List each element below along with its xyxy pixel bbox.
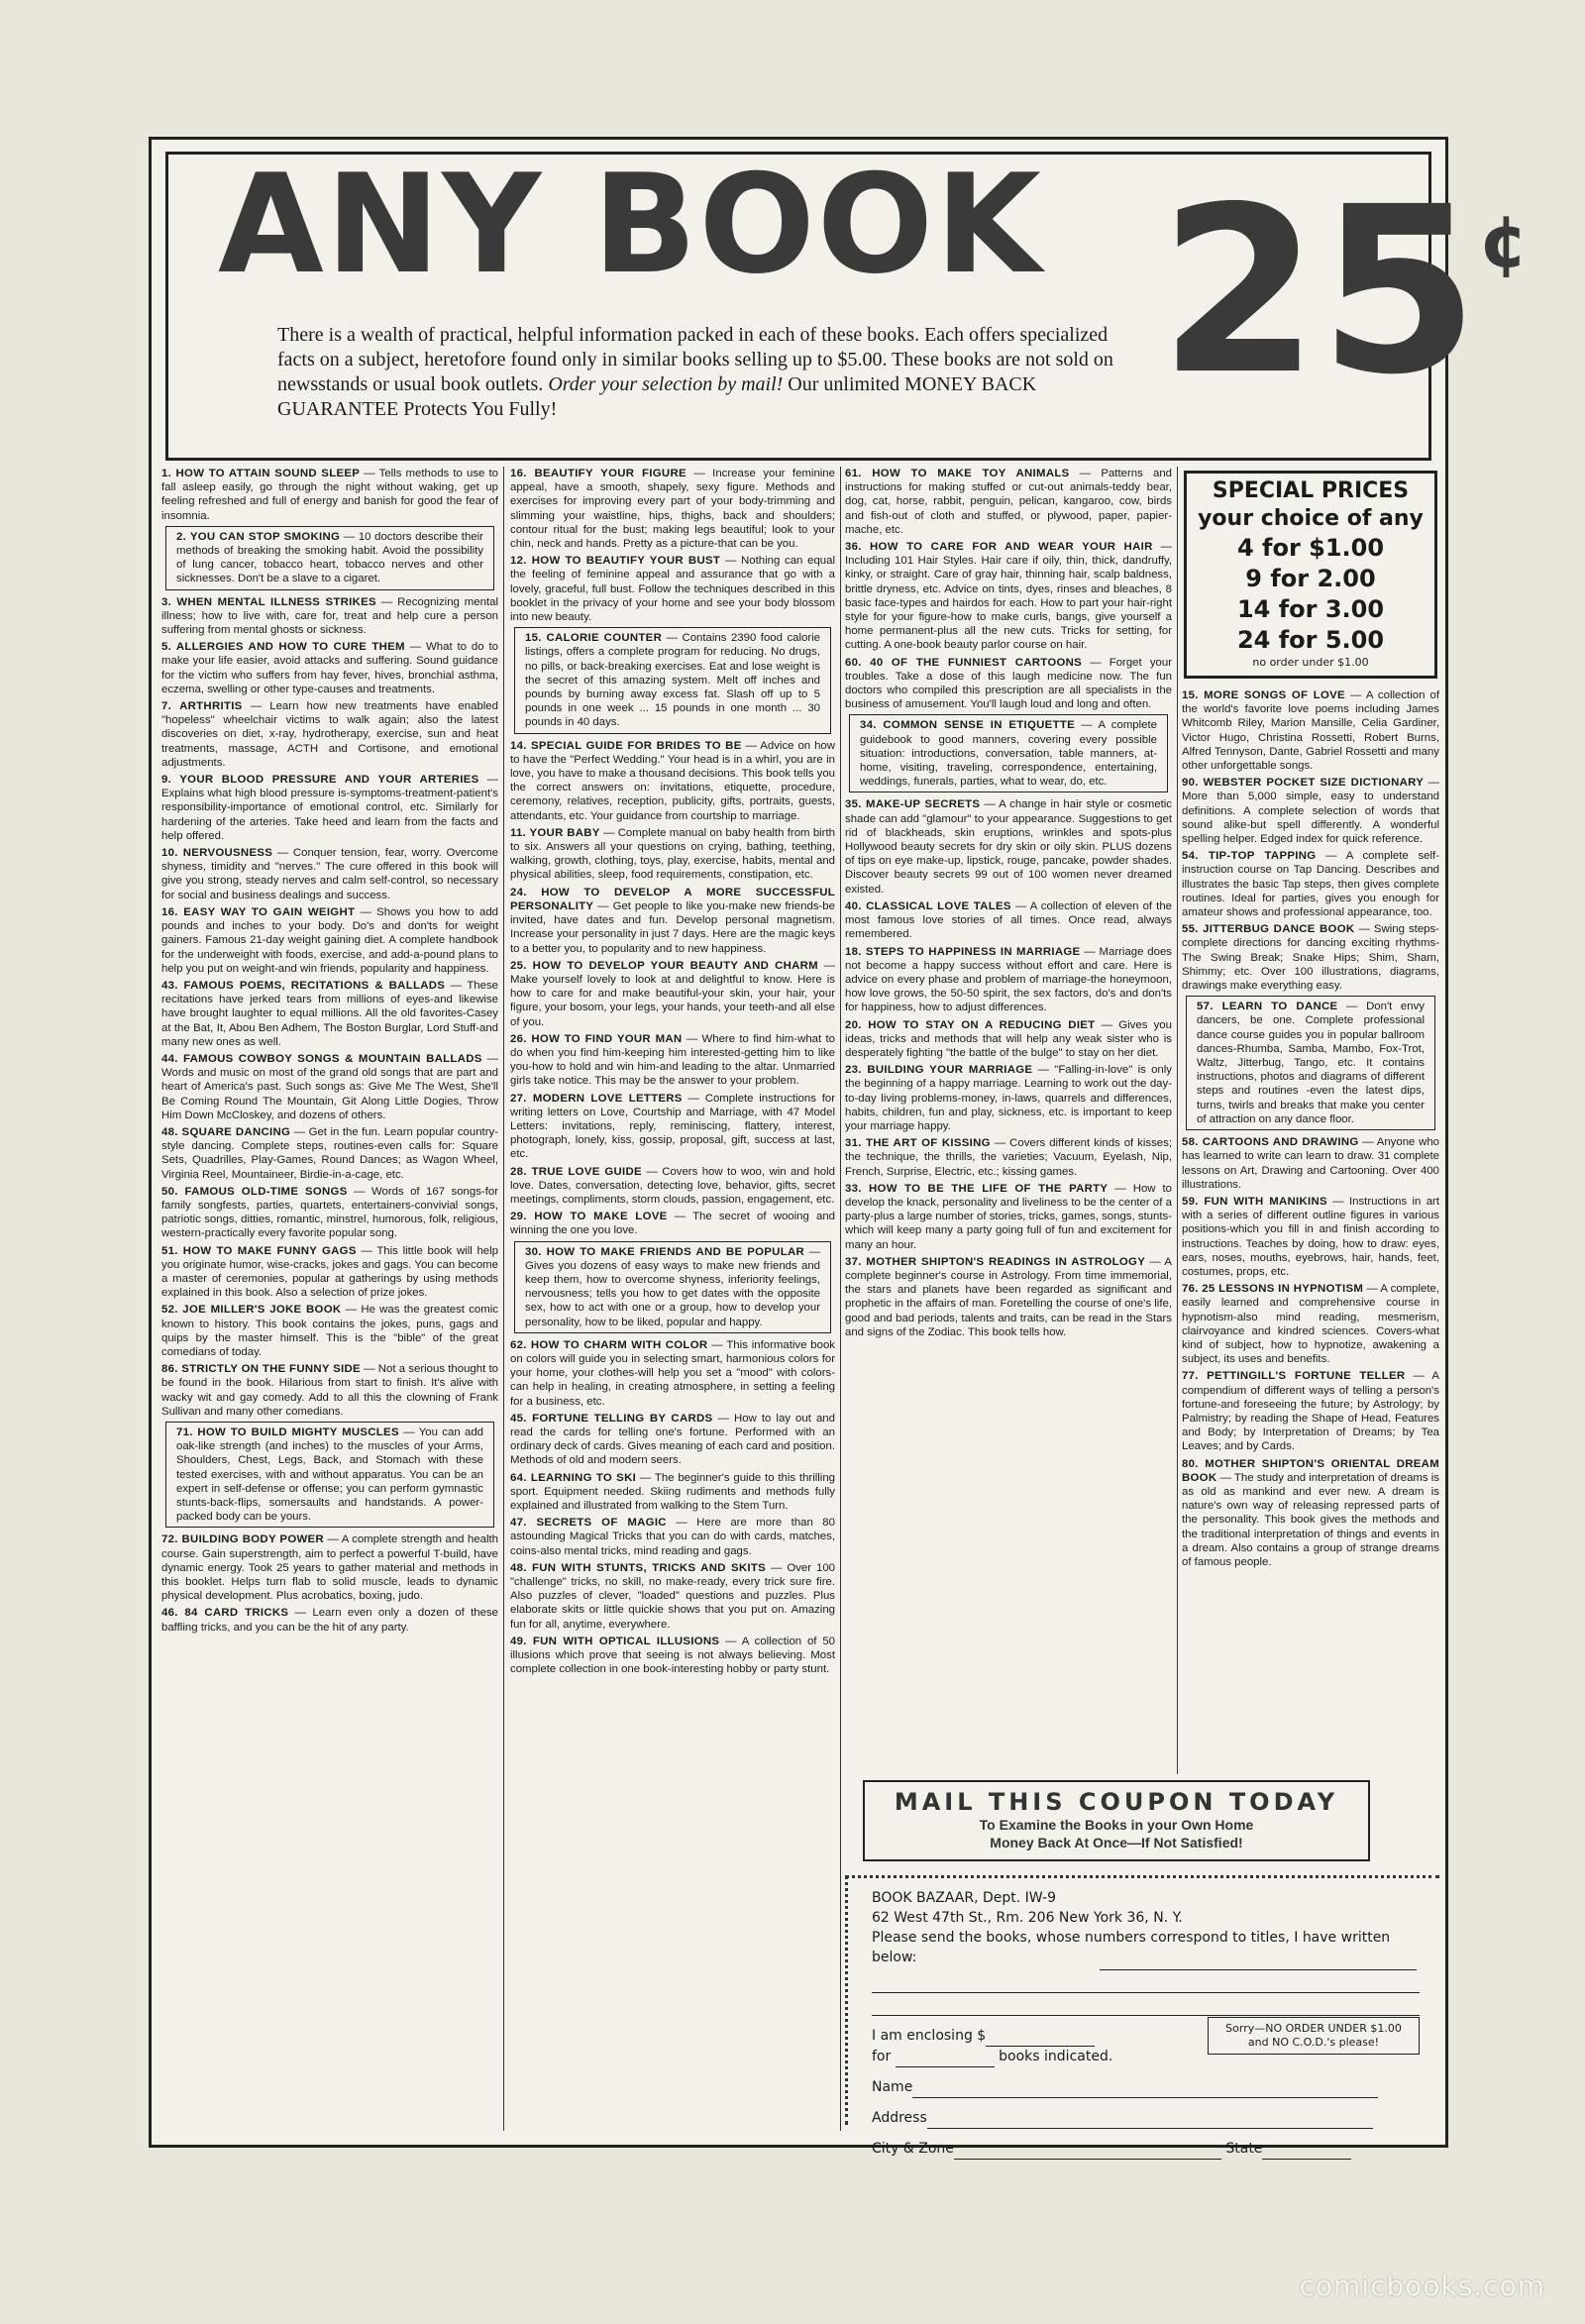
book-listing: 86. STRICTLY ON THE FUNNY SIDE — Not a serious thought to be found in the book. Hilarious from start to finish. It's alive with wacky wit and gay comedy. Add to all this the clowning of Frank Sullivan and many other comedians. bbox=[161, 1363, 498, 1418]
price-unit: ¢ bbox=[1478, 200, 1529, 283]
book-listing: 18. STEPS TO HAPPINESS IN MARRIAGE — Marriage does not become a happy success without effort and care. Here is advice on every phase and problem of marriage-the honeymoon, how love grows, the 50-50 spirit, the sex factors, do's and don'ts for happiness, how to adjust differences. bbox=[845, 945, 1172, 1014]
book-title: 76. 25 LESSONS IN HYPNOTISM bbox=[1182, 1283, 1364, 1296]
book-title: 50. FAMOUS OLD-TIME SONGS bbox=[161, 1185, 348, 1198]
book-description: Marriage does not become a happy success without effort and care. Here is advice on every phase and problem of marriage-the honeymoon, how love grows, the 50-50 spirit, the sex factors, do's and don'ts for happiness, how to adjust differences. bbox=[845, 945, 1172, 1014]
address-label: Address bbox=[872, 2110, 927, 2126]
book-description: Anyone who has learned to write can learn to draw. 31 complete lessons on Art, Drawing and Cartooning. Over 400 illustrations. bbox=[1182, 1136, 1439, 1191]
book-title: 58. CARTOONS AND DRAWING bbox=[1182, 1136, 1359, 1149]
book-title: 12. HOW TO BEAUTIFY YOUR BUST bbox=[510, 555, 721, 568]
book-listing: 44. FAMOUS COWBOY SONGS & MOUNTAIN BALLADS — Words and music on most of the grand old songs that are part and heart of America's past. Such songs as: Give Me The West, She'll Be Coming Round The Mountain, Git Along Little Dogies, Throw Him Down McCloskey, and dozens of others. bbox=[161, 1052, 498, 1121]
book-title: 52. JOE MILLER'S JOKE BOOK bbox=[161, 1304, 342, 1317]
book-listing: 1. HOW TO ATTAIN SOUND SLEEP — Tells methods to use to fall asleep easily, go through the night without waking, get up feeling refreshed and full of energy and banish for good the fear of insomnia. bbox=[161, 468, 498, 522]
book-description: Learn how new treatments have enabled "hopeless" wheelchair victims to walk again; also the latest discoveries on diet, x-ray, hydrotherapy, exercise, sun and heat treatments, massage, ACTH and Cortisone, and emotional adjustments. bbox=[161, 700, 498, 769]
book-listing: 14. SPECIAL GUIDE FOR BRIDES TO BE — Advice on how to have the "Perfect Wedding." Your head is in a whirl, you are in love, you have to make a thousand decisions. This book tells you the correct answers on: invitations, etiquette, procedure, ceremony, relatives, reception, publicity, gifts, portraits, guests, attendants, etc. Your guidance from courtship to marriage. bbox=[510, 739, 835, 822]
book-listing: 11. YOUR BABY — Complete manual on baby health from birth to six. Answers all your questions on crying, bathing, teething, walking, growth, clothing, toys, play, exercise, habits, mental and physical abilities, sleep, food requirements, constipation, etc. bbox=[510, 826, 835, 882]
book-listing: 30. HOW TO MAKE FRIENDS AND BE POPULAR — Gives you dozens of easy ways to make new friends and keep them, how to overcome shyness, inferiority feelings, nervousness; tells you how to get dates with the opposite sex, how to act with one or a group, how to develop your personality, how to be liked, popular and happy. bbox=[514, 1241, 831, 1333]
book-listing: 23. BUILDING YOUR MARRIAGE — "Falling-in-love" is only the beginning of a happy marriage. Learning to work out the day-to-day living problems-money, in-laws, quarrels and differences, habits, children, fun and play, sickness, etc. is important to keep your marriage happy. bbox=[845, 1064, 1172, 1132]
book-listing: 7. ARTHRITIS — Learn how new treatments have enabled "hopeless" wheelchair victims to walk again; also the latest discoveries on diet, x-ray, hydrotherapy, exercise, sun and heat treatments, massage, ACTH and Cortisone, and emotional adjustments. bbox=[161, 700, 498, 769]
book-listing: 3. WHEN MENTAL ILLNESS STRIKES — Recognizing mental illness; how to live with, care for, treat and help cure a person suffering from mental ghosts or sickness. bbox=[161, 595, 498, 637]
address-row bbox=[872, 2108, 1429, 2129]
special-prices-subtitle: your choice of any bbox=[1198, 506, 1424, 531]
book-description: Instructions in art with a series of different outline figures in various positions-which you fill in and finish according to instructions. Teaches by doing, how to draw: eyes, ears, noses, mouths, eyebrows, hair, hands, feet, costumes, props, etc. bbox=[1182, 1195, 1439, 1278]
book-title: 72. BUILDING BODY POWER bbox=[161, 1533, 324, 1546]
book-column-3 bbox=[845, 467, 1172, 1774]
book-numbers-line[interactable] bbox=[872, 1970, 1420, 1993]
book-list-4 bbox=[1182, 688, 1439, 1569]
book-description: Advice on how to have the "Perfect Wedding." Your head is in a whirl, you are in love, you have to make a thousand decisions. This book tells you the correct answers on: invitations, etiquette, procedure, ceremony, relatives, reception, publicity, gifts, portraits, guests, attendants, etc. Your guidance from courtship to marriage. bbox=[510, 739, 835, 822]
book-title: 30. HOW TO MAKE FRIENDS AND BE POPULAR bbox=[525, 1245, 805, 1258]
book-title: 9. YOUR BLOOD PRESSURE AND YOUR ARTERIES bbox=[161, 774, 479, 787]
book-description: Patterns and instructions for making stuffed or cut-out animals-teddy bear, dog, cat, horse, rabbit, penguin, pelican, kangaroo, cow, birds and fish-out of cloth and stuffed, or plywood, paper, papier-mache, etc. bbox=[845, 468, 1172, 536]
book-description: Not a serious thought to be found in the book. Hilarious from start to finish. It's alive with wacky wit and gay comedy. Add to all this the clowning of Frank Sullivan and many other comedians. bbox=[161, 1363, 498, 1418]
book-title: 77. PETTINGILL'S FORTUNE TELLER bbox=[1182, 1370, 1406, 1383]
book-listing: 61. HOW TO MAKE TOY ANIMALS — Patterns and instructions for making stuffed or cut-out animals-teddy bear, dog, cat, horse, rabbit, penguin, pelican, kangaroo, cow, birds and fish-out of cloth and stuffed, or plywood, paper, papier-mache, etc. bbox=[845, 468, 1172, 536]
price bbox=[1159, 158, 1529, 425]
book-title: 25. HOW TO DEVELOP YOUR BEAUTY AND CHARM bbox=[510, 959, 818, 972]
book-description: Gives you ideas, tricks and methods that will help any weak sister who is desperately fighting "the battle of the bulge" to stay on her diet. bbox=[845, 1018, 1172, 1059]
book-description: Complete instructions for writing letters on Love, Courtship and Marriage, with 47 Model Letters: invitations, reply, reminiscing, flattery, interest, photograph, lonely, kiss, gossip, proposal, gift, success at last, etc. bbox=[510, 1092, 835, 1161]
headline: ANY BOOK bbox=[218, 145, 1044, 304]
book-description: A complete beginner's course in Astrology. From time immemorial, the stars and planets have been regarded as significant and prophetic in the affairs of man. Foretelling the course of one's life, good and bad periods, talents and traits, can be read in the Stars and signs of the Zodiac. This book tells how. bbox=[845, 1255, 1172, 1338]
coupon-subline-1: To Examine the Books in your Own Home bbox=[979, 1817, 1254, 1833]
price-row: 14 for 3.00 bbox=[1236, 595, 1385, 623]
book-listing: 62. HOW TO CHARM WITH COLOR — This informative book on colors will guide you in selecting smart, harmonious colors for your home, your clothes-will help you set a "mood" with colors-can help in healing, in creating atmosphere, in setting a feeling for a business, etc. bbox=[510, 1338, 835, 1408]
book-title: 1. HOW TO ATTAIN SOUND SLEEP bbox=[161, 468, 361, 479]
intro-text bbox=[277, 323, 1149, 422]
book-listing: 50. FAMOUS OLD-TIME SONGS — Words of 167 songs-for family songfests, parties, quartets, entertainers-convivial songs, patriotic songs, ditties, romantic, minstrel, humorous, folk, religious, western-practically every favorite popular song. bbox=[161, 1185, 498, 1240]
book-listing: 20. HOW TO STAY ON A REDUCING DIET — Gives you ideas, tricks and methods that will help any weak sister who is desperately fighting "the battle of the bulge" to stay on her diet. bbox=[845, 1018, 1172, 1059]
name-field[interactable] bbox=[912, 2077, 1378, 2098]
book-listing: 33. HOW TO BE THE LIFE OF THE PARTY — How to develop the knack, personality and liveliness to be the center of a party-plus a large number of stories, tricks, games, songs, stunts-which will keep many a party going full of fun and excitement for many an hour. bbox=[845, 1182, 1172, 1251]
book-listing: 72. BUILDING BODY POWER — A complete strength and health course. Gain superstrength, aim to perfect a powerful T-build, have dynamic energy. Took 25 years to gather material and methods in this booklet. Helps turn flab to solid muscle, leads to dynamic physical development. Plus acrobatics, boxing, judo. bbox=[161, 1533, 498, 1603]
book-description: Recognizing mental illness; how to live with, care for, treat and help cure a person suffering from mental ghosts or sickness. bbox=[161, 595, 498, 637]
book-title: 51. HOW TO MAKE FUNNY GAGS bbox=[161, 1244, 357, 1257]
book-description: A compendium of different ways of telling a person's fortune-and foreseeing the future; by Astrology; by Palmistry; by reading the Shape of Head, Features and Body; by Interpretation of Dreams; by Tea Leaves; and by Cards. bbox=[1182, 1370, 1439, 1453]
intro-sentence-1: There is a wealth of practical, helpful information packed in each of these books. Each offers specialized facts on a subject, heretofore found only in similar books selling up to $5.00. These books are not sold on newsstands or usual book outlets. bbox=[277, 324, 1113, 395]
book-description: Over 100 "challenge" tricks, no skill, no make-ready, every trick sure fire. Also puzzles of clever, "loaded" questions and puzzles. Plus elaborate skits or little quickie shows that you put on. Amazing fun for all, anytime, everywhere. bbox=[510, 1561, 835, 1631]
book-title: 15. CALORIE COUNTER bbox=[525, 632, 663, 645]
book-title: 35. MAKE-UP SECRETS bbox=[845, 798, 981, 811]
book-description: A collection of 50 illusions which prove that seeing is not always believing. Most complete collection in one book-interesting hobby or party stunt. bbox=[510, 1635, 835, 1676]
book-title: 27. MODERN LOVE LETTERS bbox=[510, 1092, 683, 1105]
advertisement-page bbox=[149, 137, 1529, 2157]
price-row: 9 for 2.00 bbox=[1245, 565, 1376, 592]
book-listing: 46. 84 CARD TRICKS — Learn even only a dozen of these baffling tricks, and you can be the hit of any party. bbox=[161, 1607, 498, 1634]
coupon-header bbox=[863, 1780, 1370, 1861]
book-title: 86. STRICTLY ON THE FUNNY SIDE bbox=[161, 1363, 361, 1376]
price-row: 24 for 5.00 bbox=[1236, 626, 1385, 654]
book-listing: 77. PETTINGILL'S FORTUNE TELLER — A compendium of different ways of telling a person's fortune-and foreseeing the future; by Astrology; by Palmistry; by reading the Shape of Head, Features and Body; by Interpretation of Dreams; by Tea Leaves; and by Cards. bbox=[1182, 1370, 1439, 1453]
order-coupon bbox=[845, 1780, 1439, 2157]
book-title: 46. 84 CARD TRICKS bbox=[161, 1607, 289, 1620]
book-description: A collection of the world's favorite love poems including James Whitcomb Riley, Marion Mansille, Celia Gardiner, Victor Hugo, Christina Rossetti, Robert Burns, Alfred Tennyson, Dante, Gabriel Rossetti and many other unforgettable songs. bbox=[1182, 689, 1439, 773]
city-field[interactable] bbox=[954, 2139, 1221, 2160]
book-title: 37. MOTHER SHIPTON'S READINGS IN ASTROLOGY bbox=[845, 1255, 1146, 1268]
book-description: This little book will help you originate humor, wise-cracks, jokes and gags. You can become a master of ceremonies, popular at gatherings by using methods explained in this book. Also a selection of prize jokes. bbox=[161, 1244, 498, 1300]
book-description: This informative book on colors will guide you in selecting smart, harmonious colors for your home, your clothes-will help you set a "mood" with colors-can help in healing, in creating atmosphere, in setting a feeling for a business, etc. bbox=[510, 1338, 835, 1408]
book-listing: 16. BEAUTIFY YOUR FIGURE — Increase your feminine appeal, have a smooth, shapely, sexy figure. Methods and exercises for improving every part of your body-trimming and slimming your waistline, hips, thighs, back and shoulders; contour ritual for the bust; making legs beautiful; look to your chin, neck and hands. Pretty as a picture-that can be you. bbox=[510, 468, 835, 551]
book-title: 47. SECRETS OF MAGIC bbox=[510, 1517, 667, 1530]
book-listing: 43. FAMOUS POEMS, RECITATIONS & BALLADS — These recitations have jerked tears from millions of eyes-and likewise have brought laughter to equal millions. All the old favorites-Casey at the Bat, It, Abou Ben Adhem, The Boston Burglar, Lord Stuff-and many new ones as well. bbox=[161, 979, 498, 1048]
book-title: 59. FUN WITH MANIKINS bbox=[1182, 1195, 1327, 1208]
book-description: You can add oak-like strength (and inches) to the muscles of your Arms, Shoulders, Chest, Legs, Back, and Stomach with these tested exercises, with and without apparatus. You can be an expert in self-defense or offense; you can perform gymnastic stunts-back-flips, somersaults and handstands. A power-packed body can be yours. bbox=[176, 1426, 484, 1524]
book-title: 10. NERVOUSNESS bbox=[161, 847, 273, 860]
book-description: Including 101 Hair Styles. Hair care if oily, thin, thick, dandruffy, kinky, or straight. Care of gray hair, thinning hair, scalp baldness, brittle dryness, etc. Advice on tints, dyes, rinses and bleaches, 8 basic face-types and hairdos for each. How to part your hair-right style for your figure-how to make curls, bangs, give yourself a home permanent-plus all the new cuts. Tricks for setting, for cutting. A one-book beauty parlor course on hair. bbox=[845, 555, 1172, 652]
column-divider bbox=[1177, 467, 1178, 1774]
book-description: More than 5,000 simple, easy to understand definitions. A complete selection of words that sound alike-but spell differently. A wonderful spelling helper. Edged index for quick reference. bbox=[1182, 791, 1439, 846]
special-prices-box bbox=[1184, 471, 1437, 679]
coupon-subline-2: Money Back At Once—If Not Satisfied! bbox=[990, 1835, 1243, 1850]
book-listing: 71. HOW TO BUILD MIGHTY MUSCLES — You can add oak-like strength (and inches) to the muscles of your Arms, Shoulders, Chest, Legs, Back, and Stomach with these tested exercises, with and without apparatus. You can be an expert in self-defense or offense; you can perform gymnastic stunts-back-flips, somersaults and handstands. A power-packed body can be yours. bbox=[165, 1422, 494, 1528]
order-instructions: Please send the books, whose numbers correspond to titles, I have written below: bbox=[872, 1930, 1391, 1965]
book-description: These recitations have jerked tears from millions of eyes-and likewise have brought laughter to equal millions. All the old favorites-Casey at the Bat, It, Abou Ben Adhem, The Boston Burglar, Lord Stuff-and many new ones as well. bbox=[161, 979, 498, 1048]
book-description: A complete, easily learned and comprehensive course in hypnotism-also mind reading, mesmerism, clairvoyance and kindred sciences. Covers-what kind of subject, how to hypnotize, awakening a subject, its uses and benefits. bbox=[1182, 1283, 1439, 1366]
book-title: 11. YOUR BABY bbox=[510, 826, 600, 839]
price-amount: 25 bbox=[1159, 158, 1479, 425]
book-description: Explains what high blood pressure is-symptoms-treatment-patient's responsibility-importance of emotional control, etc. Similarly for hardening of the arteries. Take heed and learn from the facts and help offered. bbox=[161, 788, 498, 842]
book-listing: 40. CLASSICAL LOVE TALES — A collection of eleven of the most famous love stories of all times. Once read, always remembered. bbox=[845, 899, 1172, 941]
book-description: Words and music on most of the grand old songs that are part and heart of America's past. Such songs as: Give Me The West, She'll Be Coming Round The Mountain, Git Along Little Dogies, Throw Him Down McCloskey, and dozens of others. bbox=[161, 1067, 498, 1121]
book-title: 55. JITTERBUG DANCE BOOK bbox=[1182, 923, 1355, 936]
book-description: Don't envy dancers, be one. Complete professional dance course guides you in popular ballroom dances-Rhumba, Samba, Mambo, Fox-Trot, Waltz, Jitterbug, Tango, etc. It contains instructions, photos and diagrams of different steps and routines -even the latest dips, turns, twirls and breaks that make you center of attraction on any dance floor. bbox=[1197, 1001, 1425, 1125]
book-title: 23. BUILDING YOUR MARRIAGE bbox=[845, 1064, 1033, 1077]
book-listing: 80. MOTHER SHIPTON'S ORIENTAL DREAM BOOK — The study and interpretation of dreams is as old as mankind and ever new. A dream is nature's own way of releasing repressed parts of the personality. This book gives the methods and the traditional interpretation of things and events in a dream. Also contains a group of strange dreams of famous people. bbox=[1182, 1457, 1439, 1568]
company-address: 62 West 47th St., Rm. 206 New York 36, N. Y. bbox=[872, 1910, 1183, 1926]
book-description: The study and interpretation of dreams is as old as mankind and ever new. A dream is nature's own way of releasing repressed parts of the personality. This book gives the methods and the traditional interpretation of things and events in a dream. Also contains a group of strange dreams of famous people. bbox=[1182, 1471, 1439, 1568]
book-description: A complete self-instruction course on Tap Dancing. Describes and illustrates the basic Tap steps, then gives complete routines. Ideal for parties, gives you enough for amateur shows and professional appearance, too. bbox=[1182, 850, 1439, 919]
book-listing: 54. TIP-TOP TAPPING — A complete self-instruction course on Tap Dancing. Describes and illustrates the basic Tap steps, then gives complete routines. Ideal for parties, gives you enough for amateur shows and professional appearance, too. bbox=[1182, 850, 1439, 919]
book-title: 40. CLASSICAL LOVE TALES bbox=[845, 899, 1011, 912]
book-description: He was the greatest comic known to history. This book contains the jokes, puns, gags and quips by the master himself. This is the "bible" of the great comedians of today. bbox=[161, 1304, 498, 1358]
book-title: 49. FUN WITH OPTICAL ILLUSIONS bbox=[510, 1635, 720, 1647]
book-title: 61. HOW TO MAKE TOY ANIMALS bbox=[845, 468, 1070, 479]
book-title: 14. SPECIAL GUIDE FOR BRIDES TO BE bbox=[510, 739, 742, 752]
book-title: 60. 40 OF THE FUNNIEST CARTOONS bbox=[845, 656, 1083, 669]
book-title: 90. WEBSTER POCKET SIZE DICTIONARY bbox=[1182, 777, 1425, 790]
watermark: comicbooks.com bbox=[1299, 2270, 1545, 2302]
book-title: 31. THE ART OF KISSING bbox=[845, 1137, 991, 1150]
book-column-4 bbox=[1182, 467, 1439, 1774]
name-label: Name bbox=[872, 2079, 913, 2095]
book-title: 44. FAMOUS COWBOY SONGS & MOUNTAIN BALLADS bbox=[161, 1052, 482, 1065]
book-description: A change in hair style or cosmetic shade can add "glamour" to your appearance. Suggestions to get rid of blackheads, skin eruptions, wrinkles and spots-plus Hollywood beauty secrets for dry skin or oily skin. PLUS dozens of tips on eye make-up, lipstick, rouge, pancake, powder shades. Discover beauty secrets 99 out of 100 women never dreamed existed. bbox=[845, 798, 1172, 896]
book-listing: 31. THE ART OF KISSING — Covers different kinds of kisses; the technique, the thrills, the varieties; Vacuum, Eyelash, Nip, French, Surprise, Electric, etc.; kissing games. bbox=[845, 1137, 1172, 1178]
book-listing: 64. LEARNING TO SKI — The beginner's guide to this thrilling sport. Equipment needed. Skiing rudiments and methods fully explained and illustrated from walking to the Stem Turn. bbox=[510, 1471, 835, 1513]
book-listing: 5. ALLERGIES AND HOW TO CURE THEM — What to do to make your life easier, avoid attacks and suffering. Sound guidance for the victim who suffers from hay fever, hives, bronchial asthma, eczema, swelling or other type-causes and treatments. bbox=[161, 641, 498, 695]
header-box bbox=[165, 145, 1529, 461]
book-description: Covers how to woo, win and hold love. Dates, conversation, detecting love, behavior, gifts, secret meetings, compliments, storm clouds, passion, engagement, etc. bbox=[510, 1165, 835, 1206]
book-listing: 51. HOW TO MAKE FUNNY GAGS — This little book will help you originate humor, wise-cracks, jokes and gags. You can become a master of ceremonies, popular at gatherings by using methods explained in this book. Also a selection of prize jokes. bbox=[161, 1244, 498, 1300]
for-label: for bbox=[872, 2049, 892, 2064]
book-title: 33. HOW TO BE THE LIFE OF THE PARTY bbox=[845, 1182, 1109, 1195]
book-listing: 15. CALORIE COUNTER — Contains 2390 food calorie listings, offers a complete program for reducing. No drugs, no pills, or back-breaking exercises. Eat and lose weight is the secret of this amazing system. Melt off inches and pounds by burning away excess fat. Slash off up to 5 pounds in one week ... 15 pounds in one month ... 30 pounds in 40 days. bbox=[514, 627, 831, 733]
special-prices-title: SPECIAL PRICES bbox=[1212, 478, 1410, 503]
book-description: How to develop the knack, personality and liveliness to be the center of a party-plus a large number of stories, tricks, games, songs, stunts-which will keep many a party going full of fun and excitement for many an hour. bbox=[845, 1182, 1172, 1251]
book-description: Make yourself lovely to look at and delightful to know. Here is how to care for and make beautiful-your skin, your hair, your figure, your bosom, your legs, your hands, your teeth-and all else of you. bbox=[510, 973, 835, 1028]
book-title: 80. MOTHER SHIPTON'S ORIENTAL DREAM BOOK bbox=[1182, 1457, 1439, 1484]
coupon-form bbox=[845, 1875, 1439, 2157]
book-title: 15. MORE SONGS OF LOVE bbox=[1182, 689, 1345, 701]
book-listing: 36. HOW TO CARE FOR AND WEAR YOUR HAIR — Including 101 Hair Styles. Hair care if oily, thin, thick, dandruffy, kinky, or straight. Care of gray hair, thinning hair, scalp baldness, brittle dryness, etc. Advice on tints, dyes, rinses and bleaches, 8 basic face-types and hairdos for each. How to part your hair-right style for your figure-how to make curls, bangs, give yourself a home permanent-plus all the new cuts. Tricks for setting, for cutting. A one-book beauty parlor course on hair. bbox=[845, 541, 1172, 652]
book-title: 48. SQUARE DANCING bbox=[161, 1125, 291, 1138]
enclosing-label: I am enclosing $ bbox=[872, 2028, 987, 2044]
book-description: The secret of wooing and winning the one you love. bbox=[510, 1211, 835, 1237]
book-title: 26. HOW TO FIND YOUR MAN bbox=[510, 1032, 683, 1045]
book-listing: 47. SECRETS OF MAGIC — Here are more than 80 astounding Magical Tricks that you can do with cards, matches, coins-also mental tricks, mind reading and gags. bbox=[510, 1517, 835, 1557]
book-listing: 90. WEBSTER POCKET SIZE DICTIONARY — More than 5,000 simple, easy to understand definitions. A complete selection of words that sound alike-but spell differently. A wonderful spelling helper. Edged index for quick reference. bbox=[1182, 777, 1439, 846]
book-listing: 58. CARTOONS AND DRAWING — Anyone who has learned to write can learn to draw. 31 complete lessons on Art, Drawing and Cartooning. Over 400 illustrations. bbox=[1182, 1136, 1439, 1191]
book-title: 7. ARTHRITIS bbox=[161, 700, 243, 713]
book-description: Where to find him-what to do when you find him-keeping him interested-getting him to like you-how to hold and win him-and leading to the altar. Unmarried girls take notice. This may be the answer to your problem. bbox=[510, 1032, 835, 1088]
book-title: 18. STEPS TO HAPPINESS IN MARRIAGE bbox=[845, 945, 1081, 958]
address-field[interactable] bbox=[927, 2108, 1373, 2129]
book-listing: 27. MODERN LOVE LETTERS — Complete instructions for writing letters on Love, Courtship and Marriage, with 47 Model Letters: invitations, reply, reminiscing, flattery, interest, photograph, lonely, kiss, gossip, proposal, gift, success at last, etc. bbox=[510, 1092, 835, 1161]
state-label: State bbox=[1225, 2141, 1263, 2157]
book-listing: 16. EASY WAY TO GAIN WEIGHT — Shows you how to add pounds and inches to your body. Do's and don'ts for weight gainers. Famous 21-day weight gaining diet. A complete handbook for the underweight with foods, exercise, and add-a-pound plans to help you put on weight-and win friends, popularity and happiness. bbox=[161, 905, 498, 975]
book-description: Get people to like you-make new friends-be invited, have dates and fun. Develop personal magnetism. Increase your personality in just 7 days. Here are the magic keys to a better you, to popularity and to new happiness. bbox=[510, 899, 835, 955]
book-listing: 24. HOW TO DEVELOP A MORE SUCCESSFUL PERSONALITY — Get people to like you-make new friends-be invited, have dates and fun. Develop personal magnetism. Increase your personality in just 7 days. Here are the magic keys to a better you, to popularity and to new happiness. bbox=[510, 886, 835, 955]
column-divider bbox=[840, 467, 841, 2131]
book-description: Contains 2390 food calorie listings, offers a complete program for reducing. No drugs, no pills, or back-breaking exercises. Eat and lose weight is the secret of this amazing system. Melt off inches and pounds by burning away excess fat. Slash off up to 5 pounds in one week ... 15 pounds in one month ... 30 pounds in 40 days. bbox=[525, 632, 820, 729]
minimum-order-note: no order under $1.00 bbox=[1252, 656, 1369, 669]
book-listing: 52. JOE MILLER'S JOKE BOOK — He was the greatest comic known to history. This book contains the jokes, puns, gags and quips by the master himself. This is the "bible" of the great comedians of today. bbox=[161, 1304, 498, 1358]
book-description: Tells methods to use to fall asleep easily, go through the night without waking, get up feeling refreshed and full of energy and banish for good the fear of insomnia. bbox=[161, 468, 498, 522]
book-description: Swing steps-complete directions for dancing exciting rhythms-The Swing Break; Snake Hips; Shim, Sham, Shimmy; etc. Over 100 illustrations, diagrams, drawings make everything easy. bbox=[1182, 923, 1439, 993]
book-title: 5. ALLERGIES AND HOW TO CURE THEM bbox=[161, 641, 405, 654]
book-description: Gives you dozens of easy ways to make new friends and keep them, how to overcome shyness, inferiority feelings, nervousness; tells you how to get dates with the opposite sex, how to act with one or a group, how to develop your personality, how to be liked, popular and happy. bbox=[525, 1259, 820, 1328]
book-listing: 29. HOW TO MAKE LOVE — The secret of wooing and winning the one you love. bbox=[510, 1211, 835, 1237]
book-title: 43. FAMOUS POEMS, RECITATIONS & BALLADS bbox=[161, 979, 446, 992]
book-description: What to do to make your life easier, avoid attacks and suffering. Sound guidance for the victim who suffers from hay fever, hives, bronchial asthma, eczema, swelling or other type-causes and treatments. bbox=[161, 641, 498, 695]
book-description: "Falling-in-love" is only the beginning of a happy marriage. Learning to work out the day-to-day living problems-money, in-laws, quarrels and differences, habits, children, fun and play, sickness, etc. is important to keep your marriage happy. bbox=[845, 1064, 1172, 1132]
amount-field[interactable] bbox=[986, 2026, 1095, 2047]
book-description: Conquer tension, fear, worry. Overcome shyness, timidity and "nerves." The cure offered in this book will give you strong, steady nerves and calm self-control, so necessary for social and business dealings and success. bbox=[161, 847, 498, 901]
book-description: Covers different kinds of kisses; the technique, the thrills, the varieties; Vacuum, Eyelash, Nip, French, Surprise, Electric, etc.; kissing games. bbox=[845, 1137, 1172, 1178]
book-title: 28. TRUE LOVE GUIDE bbox=[510, 1165, 642, 1178]
name-row bbox=[872, 2077, 1429, 2098]
book-description: The beginner's guide to this thrilling sport. Equipment needed. Skiing rudiments and methods fully explained and illustrated from walking to the Stem Turn. bbox=[510, 1471, 835, 1513]
book-title: 48. FUN WITH STUNTS, TRICKS AND SKITS bbox=[510, 1561, 767, 1574]
book-listing: 35. MAKE-UP SECRETS — A change in hair style or cosmetic shade can add "glamour" to your appearance. Suggestions to get rid of blackheads, skin eruptions, wrinkles and spots-plus Hollywood beauty secrets for dry skin or oily skin. PLUS dozens of tips on eye make-up, lipstick, rouge, pancake, powder shades. Discover beauty secrets 99 out of 100 women never dreamed existed. bbox=[845, 798, 1172, 896]
book-description: How to lay out and read the cards for telling one's fortune. Performed with an ordinary deck of cards. Gives meaning of each card and position. Methods of old and modern seers. bbox=[510, 1412, 835, 1467]
book-listing: 59. FUN WITH MANIKINS — Instructions in art with a series of different outline figures in various positions-which you fill in and finish according to instructions. Teaches by doing, how to draw: eyes, ears, noses, mouths, eyebrows, hair, hands, feet, costumes, props, etc. bbox=[1182, 1195, 1439, 1278]
book-numbers-line[interactable] bbox=[872, 1993, 1420, 2016]
book-title: 71. HOW TO BUILD MIGHTY MUSCLES bbox=[176, 1426, 399, 1438]
book-description: A complete guidebook to good manners, covering every possible situation: introductions, conversation, table manners, at-home, visiting, traveling, correspondence, entertaining, weddings, funerals, parties, what to wear, do, etc. bbox=[860, 719, 1158, 789]
book-listing: 57. LEARN TO DANCE — Don't envy dancers, be one. Complete professional dance course guides you in popular ballroom dances-Rhumba, Samba, Mambo, Fox-Trot, Waltz, Jitterbug, Tango, etc. It contains instructions, photos and diagrams of different steps and routines -even the latest dips, turns, twirls and breaks that make you center of attraction on any dance floor. bbox=[1186, 996, 1435, 1130]
book-listing: 28. TRUE LOVE GUIDE — Covers how to woo, win and hold love. Dates, conversation, detecting love, behavior, gifts, secret meetings, compliments, storm clouds, passion, engagement, etc. bbox=[510, 1165, 835, 1206]
book-description: Shows you how to add pounds and inches to your body. Do's and don'ts for weight gainers. Famous 21-day weight gaining diet. A complete handbook for the underweight with foods, exercise, and add-a-pound plans to help you put on weight-and win friends, popularity and happiness. bbox=[161, 905, 498, 975]
book-title: 57. LEARN TO DANCE bbox=[1197, 1001, 1338, 1013]
book-numbers-line[interactable] bbox=[1100, 1948, 1417, 1970]
book-listing: 34. COMMON SENSE IN ETIQUETTE — A complete guidebook to good manners, covering every possible situation: introductions, conversation, table manners, at-home, visiting, traveling, correspondence, entertaining, weddings, funerals, parties, what to wear, do, etc. bbox=[849, 714, 1168, 792]
book-listing: 60. 40 OF THE FUNNIEST CARTOONS — Forget your troubles. Take a dose of this laugh medicine now. The fun doctors who compiled this prescription are all specialists in the business of amusement. You'll laugh loud and long and often. bbox=[845, 656, 1172, 711]
book-description: A collection of eleven of the most famous love stories of all times. Once read, always remembered. bbox=[845, 899, 1172, 941]
book-listing: 48. SQUARE DANCING — Get in the fun. Learn popular country-style dancing. Complete steps, routines-even calls for: Square Sets, Quadrilles, Play-Games, Round Dances; as Wagon Wheel, Virginia Reel, Mountaineer, Birdie-in-a-cage, etc. bbox=[161, 1125, 498, 1181]
book-listing: 76. 25 LESSONS IN HYPNOTISM — A complete, easily learned and comprehensive course in hypnotism-also mind reading, mesmerism, clairvoyance and kindred sciences. Covers-what kind of subject, how to hypnotize, awakening a subject, its uses and benefits. bbox=[1182, 1283, 1439, 1366]
book-description: 10 doctors describe their methods of breaking the smoking habit. Avoid the possibility of lung cancer, tobacco heart, tobacco nerves and other sicknesses. Don't be a slave to a cigaret. bbox=[176, 530, 483, 585]
city-label: City & Zone bbox=[872, 2141, 954, 2157]
book-description: Words of 167 songs-for family songfests, parties, quartets, entertainers-convivial songs, patriotic songs, ditties, romantic, minstrel, humorous, folk, religious, western-practically every favorite popular song. bbox=[161, 1185, 498, 1240]
book-listing: 37. MOTHER SHIPTON'S READINGS IN ASTROLOGY — A complete beginner's course in Astrology. From time immemorial, the stars and planets have been regarded as significant and prophetic in the affairs of man. Foretelling the course of one's life, good and bad periods, talents and traits, can be read in the Stars and signs of the Zodiac. This book tells how. bbox=[845, 1255, 1172, 1338]
book-title: 16. EASY WAY TO GAIN WEIGHT bbox=[161, 905, 356, 918]
book-description: Increase your feminine appeal, have a smooth, shapely, sexy figure. Methods and exercises for improving every part of your body-trimming and slimming your waistline, hips, thighs, back and shoulders; contour ritual for the bust; making legs beautiful; look to your chin, neck and hands. Pretty as a picture-that can be you. bbox=[510, 468, 835, 551]
book-title: 20. HOW TO STAY ON A REDUCING DIET bbox=[845, 1018, 1096, 1031]
company-name: BOOK BAZAAR, Dept. IW-9 bbox=[872, 1890, 1057, 1906]
book-column-1 bbox=[161, 467, 498, 2131]
intro-order-by-mail: Order your selection by mail! bbox=[548, 373, 784, 395]
column-divider bbox=[503, 467, 504, 2131]
book-listing: 9. YOUR BLOOD PRESSURE AND YOUR ARTERIES — Explains what high blood pressure is-symptoms-treatment-patient's responsibility-importance of emotional control, etc. Similarly for hardening of the arteries. Take heed and learn from the facts and help offered. bbox=[161, 774, 498, 842]
state-field[interactable] bbox=[1262, 2139, 1351, 2160]
coupon-headline: MAIL THIS COUPON TODAY bbox=[894, 1788, 1339, 1816]
intro-guarantee: Our unlimited MONEY BACK GUARANTEE Protects You Fully! bbox=[277, 373, 1037, 420]
book-title: 64. LEARNING TO SKI bbox=[510, 1471, 637, 1484]
book-listing: 2. YOU CAN STOP SMOKING — 10 doctors describe their methods of breaking the smoking habit. Avoid the possibility of lung cancer, tobacco heart, tobacco nerves and other sicknesses. Don't be a slave to a cigaret. bbox=[165, 526, 494, 590]
book-title: 2. YOU CAN STOP SMOKING bbox=[176, 530, 341, 543]
book-title: 3. WHEN MENTAL ILLNESS STRIKES bbox=[161, 595, 376, 608]
book-listing: 15. MORE SONGS OF LOVE — A collection of the world's favorite love poems including James Whitcomb Riley, Marion Mansille, Celia Gardiner, Victor Hugo, Christina Rossetti, Robert Burns, Alfred Tennyson, Dante, Gabriel Rossetti and many other unforgettable songs. bbox=[1182, 689, 1439, 773]
book-listing: 12. HOW TO BEAUTIFY YOUR BUST — Nothing can equal the feeling of feminine appeal and assurance that go with a lovely, graceful, full bust. Follow the techniques described in this booklet in the privacy of your home and see your body blossom into new beauty. bbox=[510, 555, 835, 624]
book-title: 36. HOW TO CARE FOR AND WEAR YOUR HAIR bbox=[845, 541, 1153, 554]
book-title: 24. HOW TO DEVELOP A MORE SUCCESSFUL PERSONALITY bbox=[510, 886, 835, 912]
book-title: 29. HOW TO MAKE LOVE bbox=[510, 1211, 668, 1223]
price-row: 4 for $1.00 bbox=[1236, 534, 1385, 562]
book-title: 54. TIP-TOP TAPPING bbox=[1182, 850, 1317, 863]
book-title: 62. HOW TO CHARM WITH COLOR bbox=[510, 1338, 708, 1351]
books-indicated-label: books indicated. bbox=[999, 2049, 1113, 2064]
books-count-field[interactable] bbox=[896, 2047, 995, 2067]
book-title: 16. BEAUTIFY YOUR FIGURE bbox=[510, 468, 687, 479]
no-small-orders-notice: Sorry—NO ORDER UNDER $1.00 and NO C.O.D.'s please! bbox=[1208, 2017, 1420, 2055]
book-listing: 49. FUN WITH OPTICAL ILLUSIONS — A collection of 50 illusions which prove that seeing is not always believing. Most complete collection in one book-interesting hobby or party stunt. bbox=[510, 1635, 835, 1676]
book-title: 45. FORTUNE TELLING BY CARDS bbox=[510, 1412, 713, 1425]
book-title: 34. COMMON SENSE IN ETIQUETTE bbox=[860, 719, 1075, 732]
book-listing: 26. HOW TO FIND YOUR MAN — Where to find him-what to do when you find him-keeping him interested-getting him to like you-how to hold and win him-and leading to the altar. Unmarried girls take notice. This may be the answer to your problem. bbox=[510, 1032, 835, 1088]
book-description: Forget your troubles. Take a dose of this laugh medicine now. The fun doctors who compiled this prescription are all specialists in the business of amusement. You'll laugh loud and long and often. bbox=[845, 656, 1172, 711]
city-state-row bbox=[872, 2139, 1429, 2160]
book-column-2 bbox=[510, 467, 835, 2131]
book-listing: 48. FUN WITH STUNTS, TRICKS AND SKITS — Over 100 "challenge" tricks, no skill, no make-ready, every trick sure fire. Also puzzles of clever, "loaded" questions and puzzles. Plus elaborate skits or little quickie shows that you put on. Amazing fun for all, anytime, everywhere. bbox=[510, 1561, 835, 1631]
book-description: Complete manual on baby health from birth to six. Answers all your questions on crying, bathing, teething, walking, growth, clothing, toys, play, exercise, habits, mental and physical abilities, sleep, food requirements, constipation, etc. bbox=[510, 826, 835, 882]
book-description: Get in the fun. Learn popular country-style dancing. Complete steps, routines-even calls for: Square Sets, Quadrilles, Play-Games, Round Dances; as Wagon Wheel, Virginia Reel, Mountaineer, Birdie-in-a-cage, etc. bbox=[161, 1125, 498, 1181]
book-description: Here are more than 80 astounding Magical Tricks that you can do with cards, matches, coins-also mental tricks, mind reading and gags. bbox=[510, 1517, 835, 1557]
book-listing: 25. HOW TO DEVELOP YOUR BEAUTY AND CHARM — Make yourself lovely to look at and delightful to know. Here is how to care for and make beautiful-your skin, your hair, your figure, your bosom, your legs, your hands, your teeth-and all else of you. bbox=[510, 959, 835, 1028]
book-listing: 55. JITTERBUG DANCE BOOK — Swing steps-complete directions for dancing exciting rhythms-The Swing Break; Snake Hips; Shim, Sham, Shimmy; etc. Over 100 illustrations, diagrams, drawings make everything easy. bbox=[1182, 923, 1439, 993]
book-description: A complete strength and health course. Gain superstrength, aim to perfect a powerful T-build, have dynamic energy. Took 25 years to gather material and methods in this booklet. Helps turn flab to solid muscle, leads to dynamic physical development. Plus acrobatics, boxing, judo. bbox=[161, 1533, 498, 1603]
book-listing: 45. FORTUNE TELLING BY CARDS — How to lay out and read the cards for telling one's fortune. Performed with an ordinary deck of cards. Gives meaning of each card and position. Methods of old and modern seers. bbox=[510, 1412, 835, 1467]
book-description: Learn even only a dozen of these baffling tricks, and you can be the hit of any party. bbox=[161, 1607, 498, 1634]
book-listing: 10. NERVOUSNESS — Conquer tension, fear, worry. Overcome shyness, timidity and "nerves." The cure offered in this book will give you strong, steady nerves and calm self-control, so necessary for social and business dealings and success. bbox=[161, 847, 498, 901]
book-description: Nothing can equal the feeling of feminine appeal and assurance that go with a lovely, graceful, full bust. Follow the techniques described in this booklet in the privacy of your home and see your body blossom into new beauty. bbox=[510, 555, 835, 624]
